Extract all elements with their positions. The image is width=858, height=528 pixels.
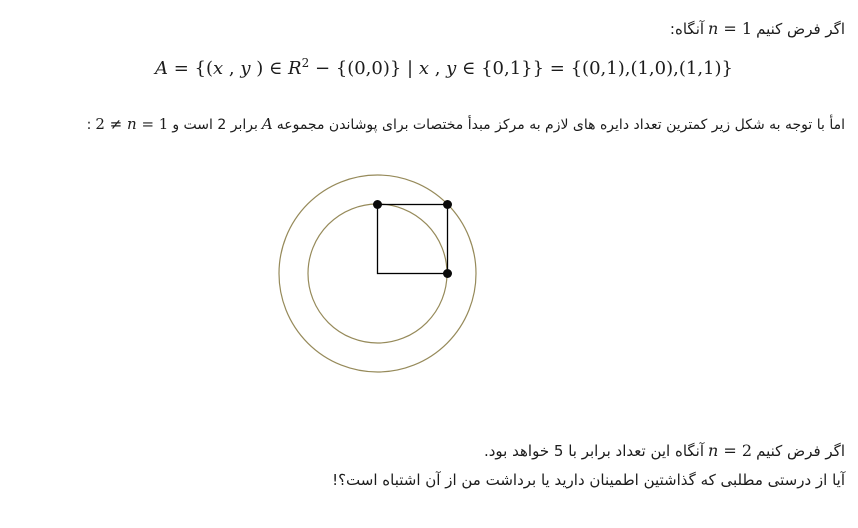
- math-n-equals-2: [708, 441, 752, 460]
- math-variable-n: n: [708, 441, 719, 460]
- covering-circles-diagram: [269, 165, 489, 385]
- formula-segment: = {(: [168, 58, 213, 79]
- formula-var-x: x: [418, 58, 429, 79]
- assumption-n1-text-before: اگر فرض کنیم: [756, 20, 845, 38]
- math-variable-n: n: [127, 115, 137, 133]
- formula-segment: ∈ {0,1}} = {(0,1),(1,0),(1,1)}: [456, 58, 733, 79]
- math-n-equals-1: [708, 19, 752, 38]
- formula-segment: ) ∈: [250, 58, 289, 79]
- line-end-colon: :: [86, 117, 92, 133]
- formula-set-R: R: [288, 58, 302, 79]
- assumption-n1-text-after: آنگاه:: [669, 20, 705, 38]
- formula-segment: − {(0,0)} |: [309, 58, 419, 79]
- formula-set-A: A: [155, 58, 168, 79]
- point-dot-bottom-right: [443, 269, 452, 278]
- set-A-reference: A: [261, 115, 273, 133]
- question-text: آیا از درستی مطلبی که گذاشتین اطمینان دارید یا برداشت من از آن اشتباه است؟!: [332, 471, 845, 489]
- math-inequality-left: 2 ≠: [95, 115, 128, 133]
- formula-var-y: y: [240, 58, 251, 79]
- assumption-n2-line: [484, 441, 845, 460]
- point-dot-top-right: [443, 200, 452, 209]
- math-inequality-n1-not-2: [95, 115, 168, 133]
- point-dot-top-left: [373, 200, 382, 209]
- formula-var-x: x: [213, 58, 224, 79]
- assumption-n2-text-after: آنگاه این تعداد برابر با 5 خواهد بود.: [483, 442, 705, 460]
- math-value: = 1: [718, 19, 753, 38]
- formula-var-y: y: [446, 58, 457, 79]
- figure-explanation-line: [87, 115, 845, 133]
- unit-square: [378, 205, 448, 274]
- formula-exponent-2: 2: [301, 56, 310, 70]
- formula-segment: ,: [223, 58, 241, 79]
- formula-segment: ,: [428, 58, 447, 79]
- figure-explanation-middle: برابر 2 است و: [172, 117, 258, 133]
- question-line: [332, 471, 845, 489]
- figure-explanation-text: امأ با توجه به شکل زیر کمترین تعداد دایره های لازم به مرکز مبدأ مختصات برای پوشاندن مجموعه: [276, 117, 845, 133]
- assumption-n1-line: [670, 19, 845, 38]
- set-definition-formula: [155, 56, 733, 79]
- math-value: = 2: [718, 441, 753, 460]
- math-inequality-right: = 1: [136, 115, 169, 133]
- math-variable-n: n: [708, 19, 719, 38]
- assumption-n2-text-before: اگر فرض کنیم: [756, 442, 845, 460]
